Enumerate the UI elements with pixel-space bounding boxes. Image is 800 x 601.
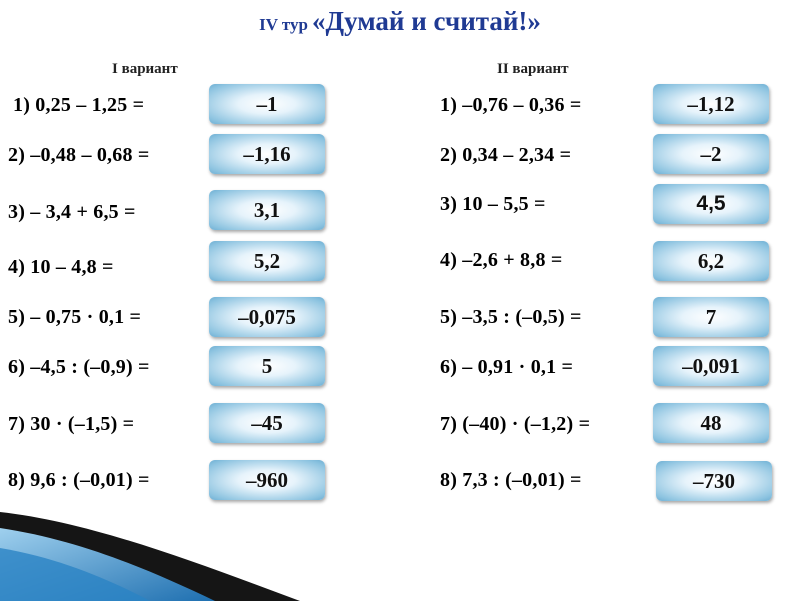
v1-expr-8: 8) 9,6 : (–0,01) = <box>8 469 150 491</box>
title-main: «Думай и считай!» <box>312 6 541 36</box>
v1-expr-4: 4) 10 – 4,8 = <box>8 256 114 278</box>
v1-expr-2: 2) –0,48 – 0,68 = <box>8 144 150 166</box>
variant1-heading: I вариант <box>112 61 178 77</box>
v2-answer-7[interactable]: 48 <box>653 403 769 443</box>
variant2-heading: II вариант <box>497 61 569 77</box>
v2-answer-4[interactable]: 6,2 <box>653 241 769 281</box>
v1-expr-7: 7) 30 · (–1,5) = <box>8 413 135 435</box>
v2-answer-5[interactable]: 7 <box>653 297 769 337</box>
v2-expr-8: 8) 7,3 : (–0,01) = <box>440 469 582 491</box>
v2-answer-8[interactable]: –730 <box>656 461 772 501</box>
v2-expr-1: 1) –0,76 – 0,36 = <box>440 94 582 116</box>
v1-answer-6[interactable]: 5 <box>209 346 325 386</box>
v2-expr-4: 4) –2,6 + 8,8 = <box>440 249 563 271</box>
v2-expr-2: 2) 0,34 – 2,34 = <box>440 144 572 166</box>
v1-expr-6: 6) –4,5 : (–0,9) = <box>8 356 150 378</box>
page-title <box>0 6 800 37</box>
v1-expr-5: 5) – 0,75 · 0,1 = <box>8 306 142 328</box>
v1-expr-1: 1) 0,25 – 1,25 = <box>13 94 145 116</box>
v2-expr-6: 6) – 0,91 · 0,1 = <box>440 356 574 378</box>
v2-answer-3[interactable]: 4,5 <box>653 184 769 224</box>
v1-answer-2[interactable]: –1,16 <box>209 134 325 174</box>
v1-expr-3: 3) – 3,4 + 6,5 = <box>8 201 136 223</box>
v2-answer-2[interactable]: –2 <box>653 134 769 174</box>
v1-answer-4[interactable]: 5,2 <box>209 241 325 281</box>
v2-expr-5: 5) –3,5 : (–0,5) = <box>440 306 582 328</box>
round-label: IV тур <box>259 15 308 34</box>
v1-answer-3[interactable]: 3,1 <box>209 190 325 230</box>
v1-answer-1[interactable]: –1 <box>209 84 325 124</box>
v1-answer-5[interactable]: –0,075 <box>209 297 325 337</box>
v2-expr-7: 7) (–40) · (–1,2) = <box>440 413 591 435</box>
v2-expr-3: 3) 10 – 5,5 = <box>440 193 546 215</box>
v2-answer-1[interactable]: –1,12 <box>653 84 769 124</box>
v1-answer-8[interactable]: –960 <box>209 460 325 500</box>
v1-answer-7[interactable]: –45 <box>209 403 325 443</box>
v2-answer-6[interactable]: –0,091 <box>653 346 769 386</box>
